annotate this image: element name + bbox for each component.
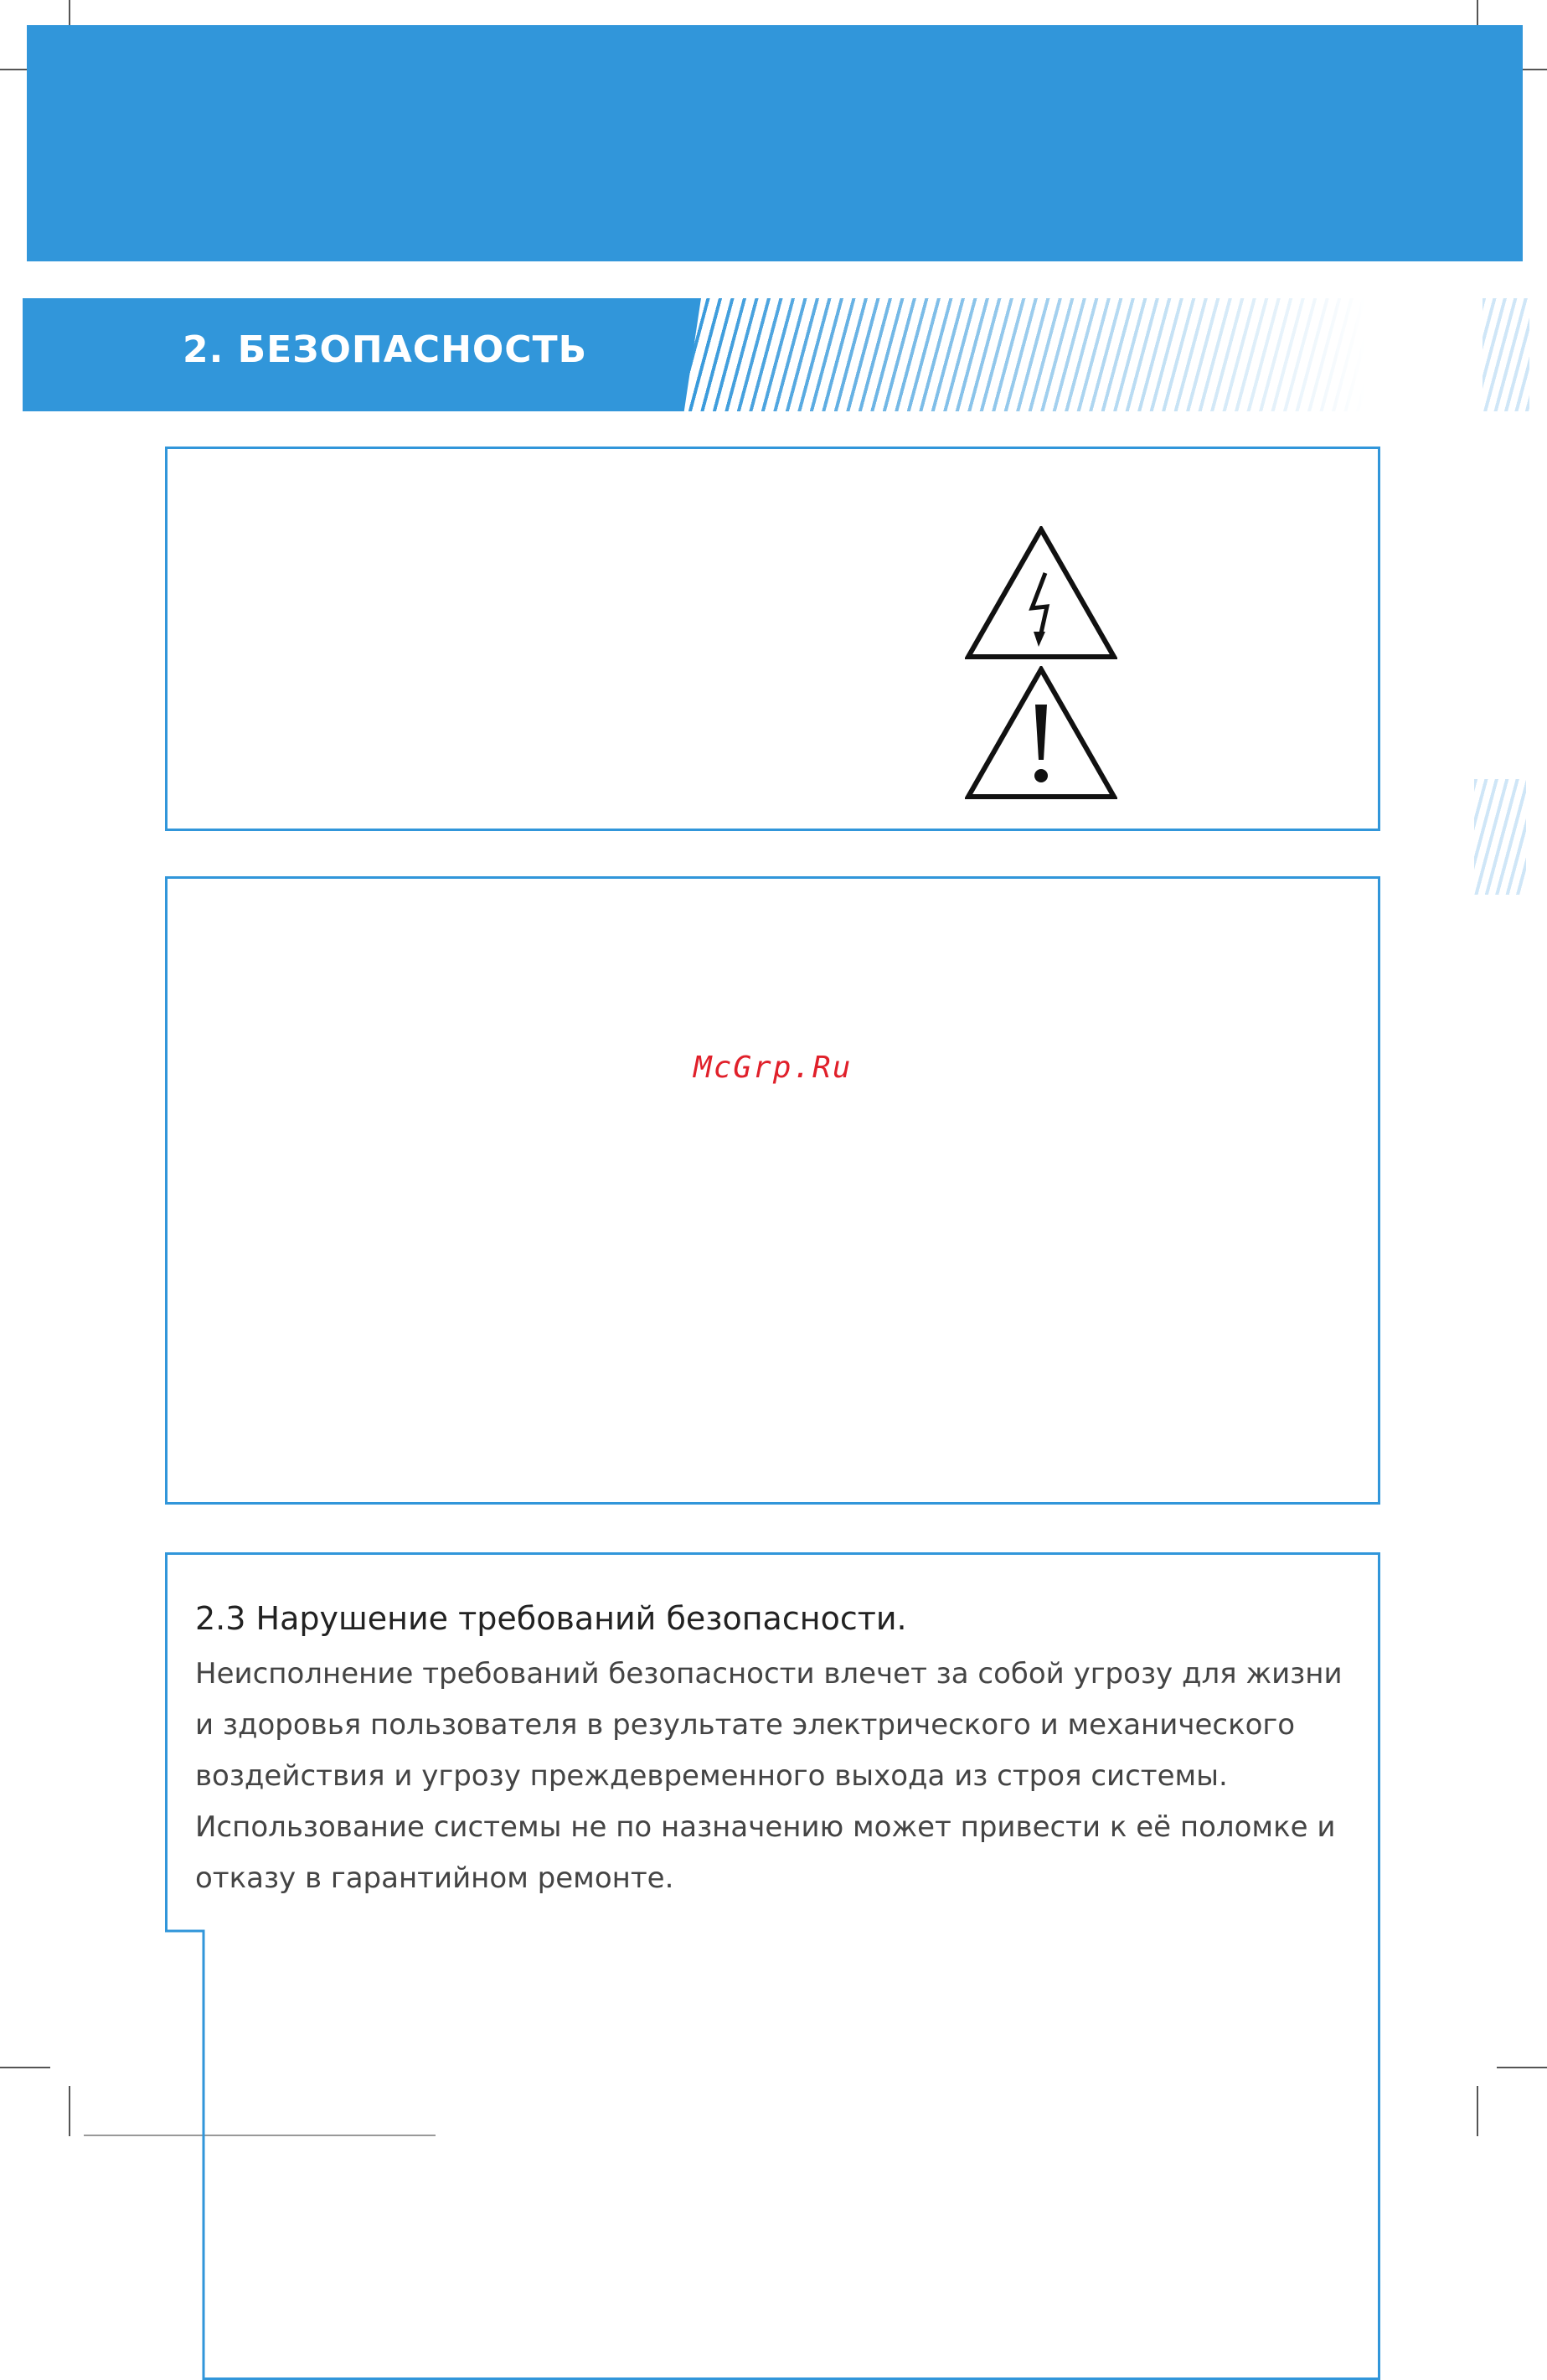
crop-mark xyxy=(0,2067,50,2068)
edge-stripes xyxy=(1483,298,1529,411)
watermark: McGrp.Ru xyxy=(694,1051,853,1085)
body-line: Неисполнение требований безопасности влечет за собой угрозу для жизни xyxy=(195,1657,1343,1691)
body-line: Использование системы не по назначению может привести к её поломке и xyxy=(195,1810,1336,1844)
content-box xyxy=(165,876,1380,1505)
electrical-hazard-icon xyxy=(965,526,1117,660)
header-band xyxy=(27,25,1523,261)
body-line: отказу в гарантийном ремонте. xyxy=(195,1861,674,1895)
crop-mark xyxy=(1497,2067,1547,2068)
section-body xyxy=(195,1649,1343,1904)
body-line: и здоровья пользователя в результате электрического и механического xyxy=(195,1708,1296,1742)
crop-mark xyxy=(69,2086,70,2136)
section-title: 2. БЕЗОПАСНОСТЬ xyxy=(183,328,588,371)
decorative-stripes xyxy=(670,298,1365,411)
body-line: воздействия и угрозу преждевременного выхода из строя системы. xyxy=(195,1759,1228,1793)
crop-mark xyxy=(1477,2086,1478,2136)
section-heading: 2.3 Нарушение требований безопасности. xyxy=(195,1600,907,1637)
warning-exclamation-icon xyxy=(965,666,1117,800)
warning-symbols-box xyxy=(165,447,1380,831)
edge-stripes xyxy=(1474,779,1526,895)
